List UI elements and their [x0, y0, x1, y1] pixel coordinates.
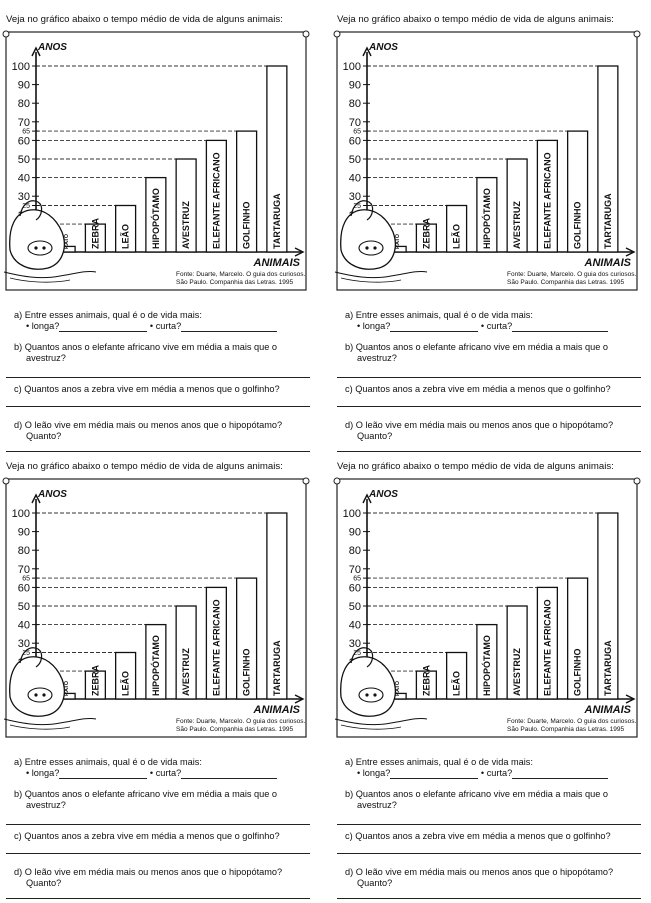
question-d: [345, 867, 641, 889]
bar-category-label: ZEBRA: [90, 218, 101, 249]
bar-category-label: GOLFINHO: [241, 201, 252, 249]
hippo-snout-icon: [359, 688, 383, 702]
question-a: [14, 310, 310, 332]
x-axis-label: ANIMAIS: [584, 704, 631, 716]
answer-b-line[interactable]: [6, 377, 310, 378]
y-tick-label: 25: [353, 650, 361, 657]
x-axis-label: ANIMAIS: [253, 704, 300, 716]
water-line-icon: [10, 725, 70, 729]
question-d-text-2: Quanto?: [26, 878, 62, 888]
bar-category-label: ZEBRA: [421, 665, 432, 696]
question-a-curta-label: • curta?: [480, 768, 513, 778]
answer-b-line[interactable]: [337, 824, 641, 825]
hippo-nostril-icon: [373, 246, 376, 249]
answer-c-line[interactable]: [6, 406, 310, 407]
answer-c-line[interactable]: [6, 853, 310, 854]
bar-category-label: AVESTRUZ: [181, 201, 192, 249]
answer-curta-blank[interactable]: [181, 322, 277, 332]
question-c: [14, 384, 310, 395]
y-tick-label: 70: [348, 116, 361, 129]
y-tick-label: 65: [353, 128, 361, 136]
y-tick-label: 100: [342, 61, 361, 73]
question-d: [345, 420, 641, 442]
water-line-icon: [341, 278, 401, 282]
chart-source-line-1: Fonte: Duarte, Marcelo. O guia dos curiosos.: [507, 718, 637, 725]
answer-longa-blank[interactable]: [59, 769, 147, 779]
bar-category-label: TARTARUGA: [271, 193, 282, 249]
bar-category-label: RATO: [64, 233, 71, 249]
intro-text: Veja no gráfico abaixo o tempo médio de vida de alguns animais:: [6, 14, 283, 25]
intro-text: Veja no gráfico abaixo o tempo médio de vida de alguns animais:: [337, 14, 614, 25]
frame-pin-icon: [334, 31, 340, 37]
hippo-nostril-icon: [42, 246, 45, 249]
y-tick-label: 60: [348, 135, 361, 148]
question-d-text-2: Quanto?: [357, 431, 393, 441]
question-c-text: c) Quantos anos a zebra vive em média a menos que o golfinho?: [345, 384, 611, 394]
answer-longa-blank[interactable]: [390, 322, 478, 332]
question-d-text-1: d) O leão vive em média mais ou menos anos que o hipopótamo?: [14, 420, 283, 430]
question-a-text: a) Entre esses animais, qual é o de vida mais:: [14, 310, 202, 320]
y-tick-label: 80: [348, 98, 361, 111]
hippo-nostril-icon: [34, 246, 37, 249]
y-tick-label: 70: [348, 563, 361, 576]
hippo-nostril-icon: [365, 246, 368, 249]
intro-text: Veja no gráfico abaixo o tempo médio de vida de alguns animais:: [337, 461, 614, 472]
bar-category-label: TARTARUGA: [271, 640, 282, 696]
bar-category-label: HIPOPÓTAMO: [150, 635, 161, 696]
bar-category-label: ZEBRA: [90, 665, 101, 696]
chart-source-line-1: Fonte: Duarte, Marcelo. O guia dos curiosos.: [176, 718, 306, 725]
y-tick-label: 65: [353, 575, 361, 583]
hippo-snout-icon: [28, 688, 52, 702]
question-b: [14, 789, 310, 811]
question-c-text: c) Quantos anos a zebra vive em média a menos que o golfinho?: [345, 831, 611, 841]
question-a: [345, 310, 641, 332]
y-axis-label: ANOS: [38, 42, 67, 53]
frame-pin-icon: [634, 478, 640, 484]
water-line-icon: [4, 718, 96, 724]
water-line-icon: [341, 725, 401, 729]
question-d: [14, 420, 310, 442]
question-d: [14, 867, 310, 889]
y-tick-label: 50: [348, 154, 361, 166]
question-b: [345, 342, 641, 364]
lifespan-bar-chart: [331, 473, 649, 763]
worksheet-panel-2: [331, 0, 649, 440]
frame-pin-icon: [3, 478, 9, 484]
frame-pin-icon: [334, 478, 340, 484]
question-b: [14, 342, 310, 364]
y-tick-label: 80: [348, 545, 361, 558]
question-d-text-1: d) O leão vive em média mais ou menos anos que o hipopótamo?: [14, 867, 283, 877]
question-a: [345, 757, 641, 779]
question-c: [14, 831, 310, 842]
bar-category-label: LEÃO: [451, 223, 462, 249]
question-a-text: a) Entre esses animais, qual é o de vida mais:: [345, 757, 533, 767]
question-d-text-2: Quanto?: [357, 878, 393, 888]
frame-pin-icon: [634, 31, 640, 37]
y-tick-label: 90: [348, 526, 361, 539]
bar-category-label: ELEFANTE AFRICANO: [542, 152, 553, 249]
y-tick-label: 30: [348, 191, 361, 204]
y-tick-label: 50: [17, 154, 30, 166]
question-b-text-2: avestruz?: [357, 353, 397, 363]
question-a-text: a) Entre esses animais, qual é o de vida mais:: [14, 757, 202, 767]
bar-category-label: ZEBRA: [421, 218, 432, 249]
question-b: [345, 789, 641, 811]
question-d-text-2: Quanto?: [26, 431, 62, 441]
bar-category-label: GOLFINHO: [572, 648, 583, 696]
bar-category-label: HIPOPÓTAMO: [150, 188, 161, 249]
chart-source-line-2: São Paulo. Companhia das Letras. 1995: [507, 279, 625, 286]
lifespan-bar-chart: [0, 26, 318, 316]
question-c-text: c) Quantos anos a zebra vive em média a menos que o golfinho?: [14, 384, 280, 394]
water-line-icon: [335, 718, 427, 724]
question-b-text-1: b) Quantos anos o elefante africano vive em média a mais que o: [14, 342, 278, 352]
y-tick-label: 90: [348, 79, 361, 92]
question-b-text-2: avestruz?: [357, 800, 397, 810]
worksheet-panel-1: [0, 0, 318, 440]
y-tick-label: 100: [11, 508, 30, 520]
question-a-curta-label: • curta?: [480, 321, 513, 331]
y-tick-label: 100: [342, 508, 361, 520]
answer-curta-blank[interactable]: [512, 322, 608, 332]
y-tick-label: 25: [353, 203, 361, 210]
bar-category-label: AVESTRUZ: [181, 648, 192, 696]
bar-category-label: AVESTRUZ: [512, 201, 523, 249]
y-tick-label: 40: [17, 172, 30, 185]
bar-category-label: GOLFINHO: [241, 648, 252, 696]
y-tick-label: 90: [17, 526, 30, 539]
intro-text: Veja no gráfico abaixo o tempo médio de vida de alguns animais:: [6, 461, 283, 472]
answer-longa-blank[interactable]: [59, 322, 147, 332]
lifespan-bar-chart: [0, 473, 318, 763]
bar-category-label: RATO: [395, 680, 402, 696]
y-tick-label: 60: [17, 582, 30, 595]
question-a-longa-label: • longa?: [26, 321, 60, 331]
water-line-icon: [10, 278, 70, 282]
y-tick-label: 60: [17, 135, 30, 148]
question-a-longa-label: • longa?: [357, 768, 391, 778]
answer-b-line[interactable]: [6, 824, 310, 825]
question-a-longa-label: • longa?: [26, 768, 60, 778]
bar-category-label: ELEFANTE AFRICANO: [211, 599, 222, 696]
question-a-text: a) Entre esses animais, qual é o de vida mais:: [345, 310, 533, 320]
y-tick-label: 25: [22, 650, 30, 657]
chart-source-line-2: São Paulo. Companhia das Letras. 1995: [507, 726, 625, 733]
bar-category-label: LEÃO: [451, 670, 462, 696]
y-tick-label: 65: [22, 575, 30, 583]
chart-source-line-2: São Paulo. Companhia das Letras. 1995: [176, 279, 294, 286]
y-tick-label: 30: [17, 638, 30, 651]
bar-category-label: RATO: [395, 233, 402, 249]
bar-category-label: RATO: [64, 680, 71, 696]
answer-longa-blank[interactable]: [390, 769, 478, 779]
chart-source-line-1: Fonte: Duarte, Marcelo. O guia dos curiosos.: [176, 271, 306, 278]
question-b-text-1: b) Quantos anos o elefante africano vive em média a mais que o: [345, 789, 609, 799]
bar-category-label: LEÃO: [120, 223, 131, 249]
y-tick-label: 100: [11, 61, 30, 73]
question-d-text-1: d) O leão vive em média mais ou menos anos que o hipopótamo?: [345, 420, 614, 430]
y-axis-label: ANOS: [369, 489, 398, 500]
question-d-text-1: d) O leão vive em média mais ou menos anos que o hipopótamo?: [345, 867, 614, 877]
hippo-nostril-icon: [34, 693, 37, 696]
y-tick-label: 60: [348, 582, 361, 595]
question-b-text-2: avestruz?: [26, 353, 66, 363]
worksheet-panel-3: [0, 447, 318, 887]
bar-category-label: LEÃO: [120, 670, 131, 696]
answer-c-line[interactable]: [337, 406, 641, 407]
question-c: [345, 831, 641, 842]
answer-d-line[interactable]: [6, 898, 310, 899]
answer-c-line[interactable]: [337, 853, 641, 854]
y-tick-label: 50: [17, 601, 30, 613]
frame-pin-icon: [303, 478, 309, 484]
hippo-snout-icon: [359, 241, 383, 255]
y-axis-label: ANOS: [369, 42, 398, 53]
x-axis-label: ANIMAIS: [253, 257, 300, 269]
water-line-icon: [335, 271, 427, 277]
y-tick-label: 65: [22, 128, 30, 136]
bar-category-label: TARTARUGA: [602, 640, 613, 696]
hippo-nostril-icon: [42, 693, 45, 696]
frame-pin-icon: [3, 31, 9, 37]
bar-category-label: HIPOPÓTAMO: [481, 188, 492, 249]
bar-category-label: ELEFANTE AFRICANO: [211, 152, 222, 249]
bar-category-label: GOLFINHO: [572, 201, 583, 249]
y-tick-label: 40: [17, 619, 30, 632]
chart-source-line-2: São Paulo. Companhia das Letras. 1995: [176, 726, 294, 733]
question-c-text: c) Quantos anos a zebra vive em média a menos que o golfinho?: [14, 831, 280, 841]
hippo-nostril-icon: [373, 693, 376, 696]
answer-d-line[interactable]: [337, 898, 641, 899]
y-tick-label: 80: [17, 545, 30, 558]
y-tick-label: 70: [17, 563, 30, 576]
question-c: [345, 384, 641, 395]
question-b-text-1: b) Quantos anos o elefante africano vive em média a mais que o: [345, 342, 609, 352]
y-tick-label: 50: [348, 601, 361, 613]
answer-curta-blank[interactable]: [181, 769, 277, 779]
question-b-text-2: avestruz?: [26, 800, 66, 810]
bar-category-label: HIPOPÓTAMO: [481, 635, 492, 696]
lifespan-bar-chart: [331, 26, 649, 316]
question-a-curta-label: • curta?: [149, 768, 182, 778]
worksheet-panel-4: [331, 447, 649, 887]
hippo-snout-icon: [28, 241, 52, 255]
chart-source-line-1: Fonte: Duarte, Marcelo. O guia dos curiosos.: [507, 271, 637, 278]
answer-b-line[interactable]: [337, 377, 641, 378]
bar-category-label: TARTARUGA: [602, 193, 613, 249]
hippo-nostril-icon: [365, 693, 368, 696]
question-b-text-1: b) Quantos anos o elefante africano vive em média a mais que o: [14, 789, 278, 799]
question-a-longa-label: • longa?: [357, 321, 391, 331]
bar-category-label: ELEFANTE AFRICANO: [542, 599, 553, 696]
y-tick-label: 40: [348, 172, 361, 185]
question-a: [14, 757, 310, 779]
y-tick-label: 80: [17, 98, 30, 111]
y-tick-label: 40: [348, 619, 361, 632]
y-axis-label: ANOS: [38, 489, 67, 500]
y-tick-label: 70: [17, 116, 30, 129]
y-tick-label: 30: [17, 191, 30, 204]
bar-category-label: AVESTRUZ: [512, 648, 523, 696]
x-axis-label: ANIMAIS: [584, 257, 631, 269]
answer-curta-blank[interactable]: [512, 769, 608, 779]
y-tick-label: 30: [348, 638, 361, 651]
frame-pin-icon: [303, 31, 309, 37]
question-a-curta-label: • curta?: [149, 321, 182, 331]
y-tick-label: 90: [17, 79, 30, 92]
water-line-icon: [4, 271, 96, 277]
y-tick-label: 25: [22, 203, 30, 210]
